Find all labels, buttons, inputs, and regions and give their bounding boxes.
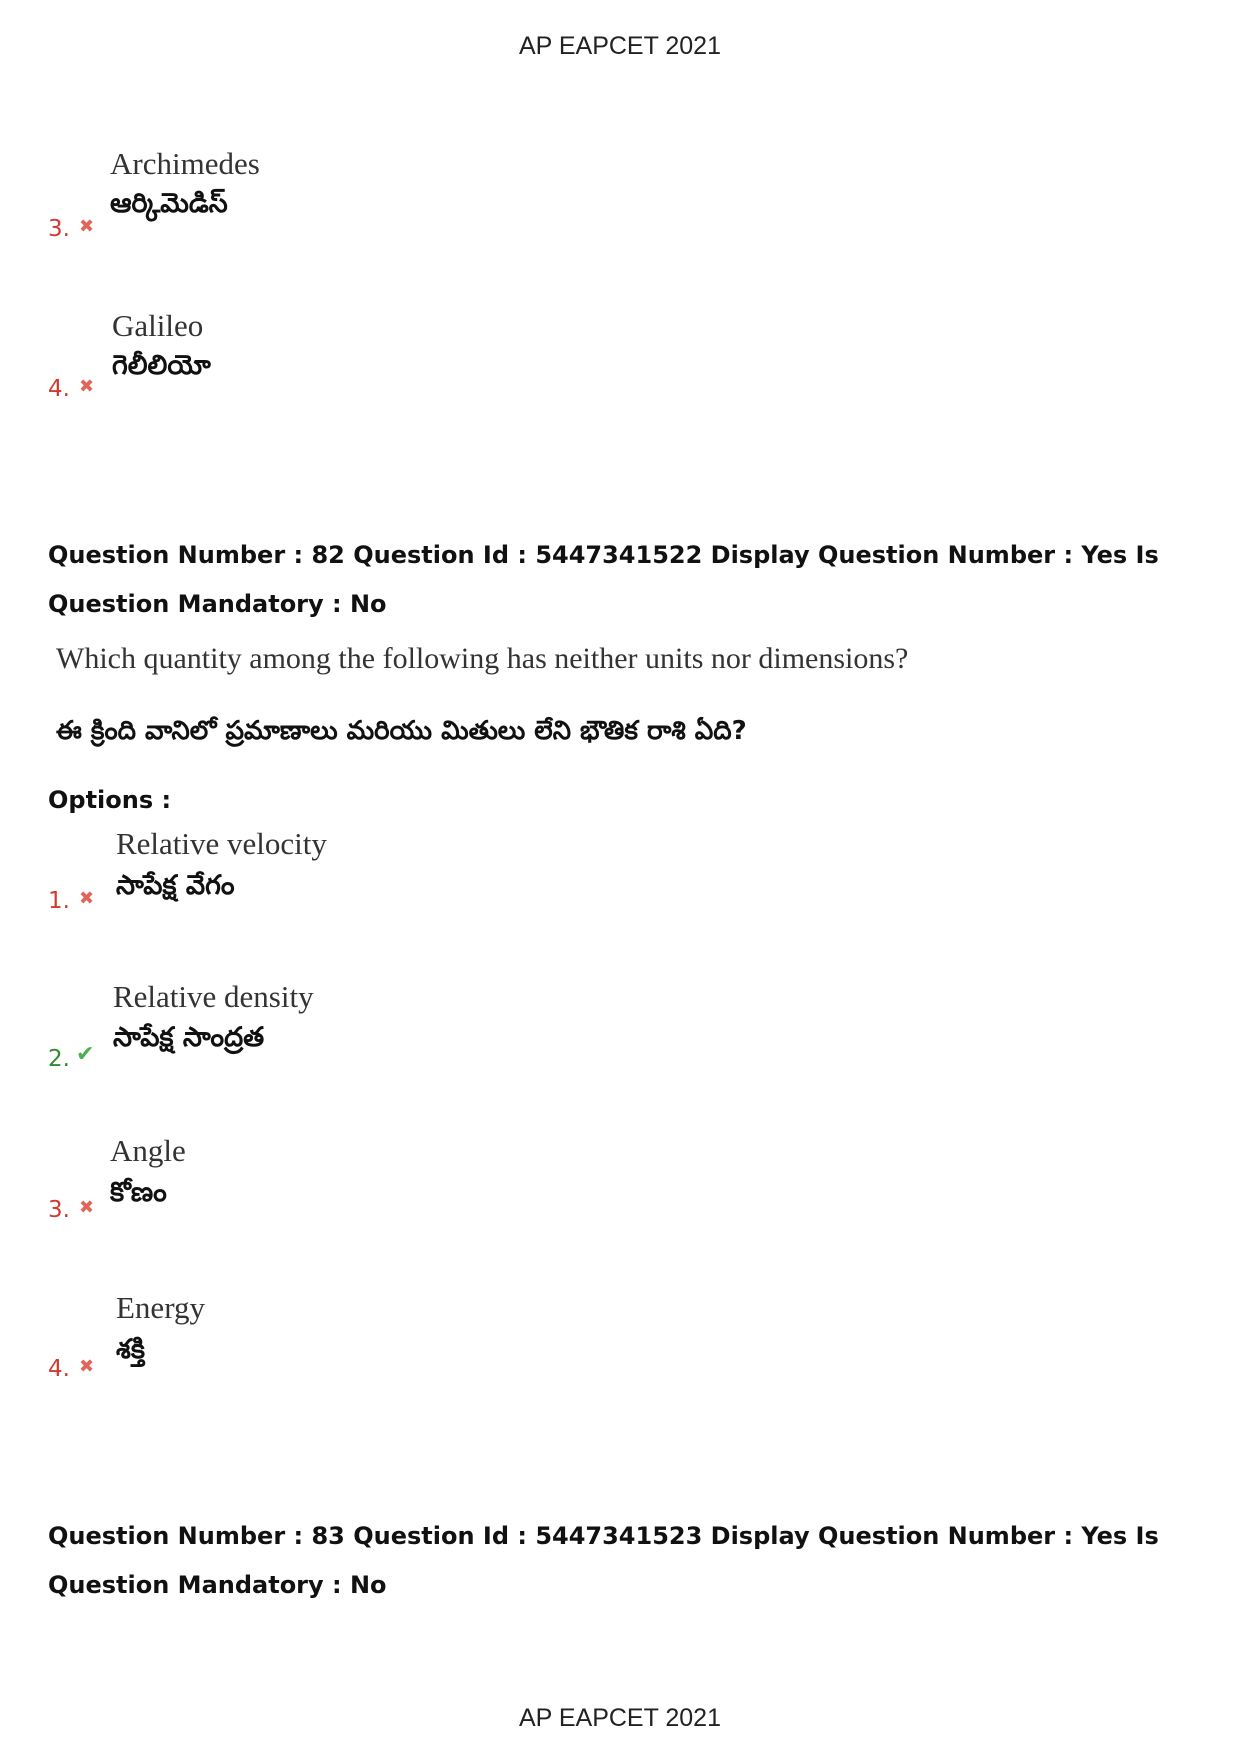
option-text-te: సాపేక్ష సాంద్రత	[113, 1022, 265, 1053]
check-icon: ✔	[76, 1042, 95, 1067]
option-text-te: గెలీలియో	[112, 350, 211, 381]
option-text-en: Archimedes	[110, 146, 260, 181]
option-text-te: ఆర్కిమెడిస్	[110, 188, 228, 219]
option-text-te: సాపేక్ష వేగం	[116, 870, 235, 901]
option-number: 3.	[48, 216, 70, 242]
option-number: 4.	[48, 1356, 70, 1382]
option-number: 2.	[48, 1046, 70, 1072]
options-label: Options :	[48, 786, 172, 814]
option-number: 4.	[48, 376, 70, 402]
cross-icon: ✖	[79, 376, 95, 397]
question-83-header: Question Number : 83 Question Id : 5447341523 Display Question Number : Yes Is Question Mandatory : No	[48, 1522, 1159, 1599]
question-text-en: Which quantity among the following has neither units nor dimensions?	[56, 642, 909, 675]
page-footer: AP EAPCET 2021	[519, 1704, 721, 1732]
cross-icon: ✖	[79, 1356, 95, 1377]
cross-icon: ✖	[79, 1197, 95, 1218]
page-header: AP EAPCET 2021	[519, 32, 721, 60]
option-number: 3.	[48, 1197, 70, 1223]
option-number: 1.	[48, 888, 70, 914]
cross-icon: ✖	[79, 216, 95, 237]
option-text-en: Relative velocity	[116, 826, 327, 861]
option-text-en: Galileo	[112, 308, 204, 343]
option-text-en: Relative density	[113, 979, 314, 1014]
option-text-te: కోణం	[110, 1177, 167, 1208]
option-text-en: Angle	[110, 1133, 186, 1168]
question-text-te: ఈ క్రింది వానిలో ప్రమాణాలు మరియు మితులు లేని భౌతిక రాశి ఏది?	[56, 716, 747, 746]
question-82-header: Question Number : 82 Question Id : 5447341522 Display Question Number : Yes Is Question Mandatory : No	[48, 541, 1159, 618]
cross-icon: ✖	[79, 888, 95, 909]
option-text-en: Energy	[116, 1290, 205, 1325]
option-text-te: శక్తి	[116, 1334, 145, 1365]
